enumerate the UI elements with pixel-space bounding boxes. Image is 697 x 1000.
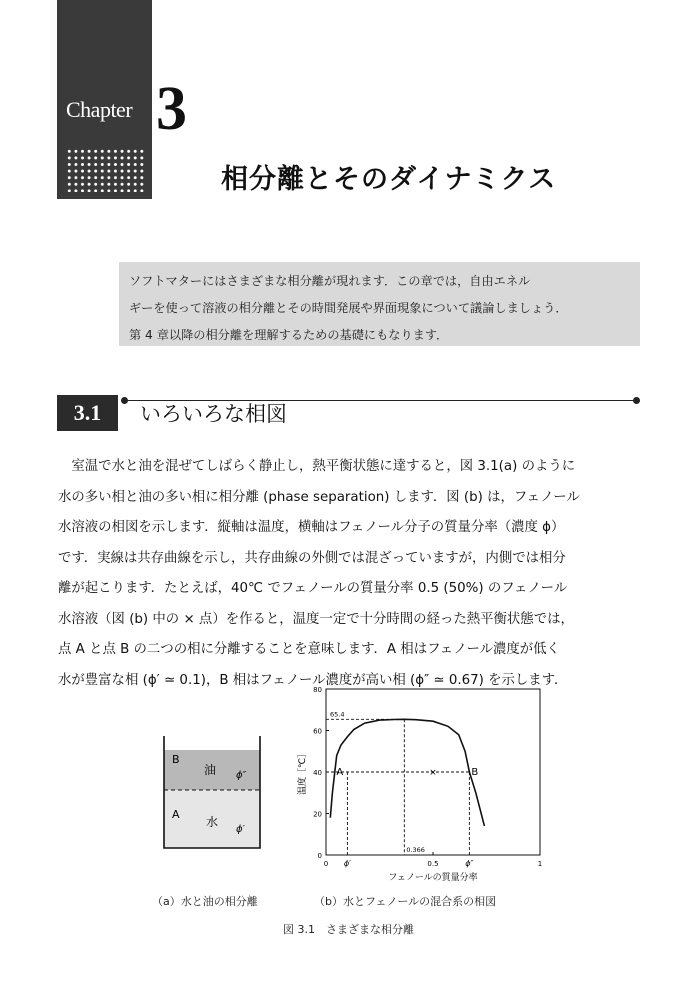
x-tick-label: 0 — [323, 860, 329, 868]
beaker-figure — [160, 730, 265, 855]
y-axis-label: 温度［℃］ — [298, 748, 308, 796]
intro-line: 第 4 章以降の相分離を理解するための基礎にもなります． — [129, 328, 449, 342]
figure-caption: 図 3.1 さまざまな相分離 — [283, 923, 414, 936]
body-line: 室温で水と油を混ぜてしばらく静止し，熱平衡状態に達すると，図 3.1(a) のように — [71, 459, 576, 474]
chapter-label: Chapter — [66, 97, 133, 122]
body-paragraph — [58, 452, 642, 696]
body-line: 水溶液の相図を示します．縦軸は温度，横軸はフェノール分子の質量分率（濃度 ϕ） — [58, 520, 565, 535]
body-line: 水が豊富な相 (ϕ′ ≃ 0.1)，B 相はフェノール濃度が高い相 (ϕ″ ≃ 0.67) を示します． — [58, 672, 568, 688]
phi-prime: ϕ′ — [236, 824, 245, 835]
coexistence-curve — [330, 719, 484, 826]
phase-a-label: A — [172, 808, 180, 821]
section-title: いろいろな相図 — [140, 402, 287, 426]
critical-x-label: 0.366 — [406, 846, 425, 854]
intro-line: ギーを使って溶液の相分離とその時間発展や界面現象について議論しましょう． — [129, 301, 568, 315]
body-line: です．実線は共存曲線を示し，共存曲線の外側では混ざっていますが，内側では相分 — [58, 550, 566, 566]
phi-double-prime-tick: ϕ″ — [465, 859, 474, 868]
chapter-intro — [119, 262, 640, 346]
section-number: 3.1 — [57, 395, 118, 431]
point-a-label: A — [336, 767, 344, 778]
chapter-number: 3 — [156, 75, 187, 143]
body-line: 水の多い相と油の多い相に相分離 (phase separation) します．図 (b) は，フェノール — [58, 489, 580, 505]
rule-dot-right — [633, 397, 640, 404]
water-label: 水 — [206, 815, 219, 829]
phase-b-label: B — [172, 753, 180, 766]
body-line: 離が起こります．たとえば，40℃ でフェノールの質量分率 0.5 (50%) のフェノール — [58, 581, 568, 596]
body-line: 点 A と点 B の二つの相に分離することを意味します．A 相はフェノール濃度が低く — [58, 642, 560, 657]
body-line: 水溶液（図 (b) 中の × 点）を作ると，温度一定で十分時間の経った熱平衡状態では， — [58, 611, 574, 627]
intro-line: ソフトマターにはさまざまな相分離が現れます．この章では，自由エネル — [129, 274, 531, 288]
phi-double-prime: ϕ″ — [236, 770, 247, 781]
x-tick-label: 1 — [537, 860, 543, 868]
mixture-point-mark: × — [429, 768, 437, 778]
caption-b: （b）水とフェノールの混合系の相図 — [314, 895, 497, 908]
rule-dot-left — [121, 397, 128, 404]
y-tick-label: 20 — [313, 810, 322, 819]
point-b-label: B — [471, 767, 479, 778]
x-axis-label: フェノールの質量分率 — [388, 873, 478, 883]
critical-temp-label: 65.4 — [330, 710, 345, 719]
phase-diagram — [296, 685, 556, 885]
chapter-title: 相分離とそのダイナミクス — [221, 164, 557, 195]
oil-label: 油 — [204, 763, 217, 777]
phi-prime-tick: ϕ′ — [343, 859, 351, 868]
dot-pattern — [66, 148, 146, 192]
caption-a: （a）水と油の相分離 — [152, 895, 258, 908]
y-tick-label: 40 — [313, 769, 322, 777]
y-tick-label: 80 — [313, 686, 322, 694]
x-tick-label: 0.5 — [427, 860, 439, 868]
y-tick-label: 60 — [313, 727, 322, 736]
y-tick-label: 0 — [317, 852, 322, 860]
